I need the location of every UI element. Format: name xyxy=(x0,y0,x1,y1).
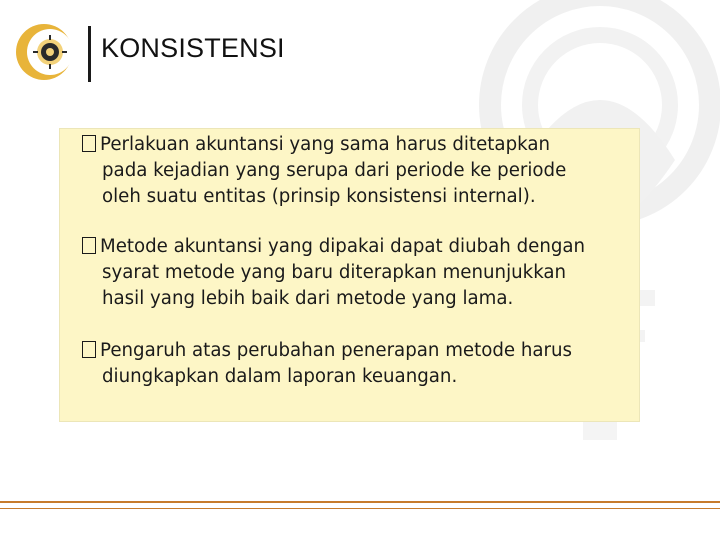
square-bullet-icon xyxy=(82,341,96,358)
bullet-line xyxy=(82,234,638,260)
square-bullet-icon xyxy=(82,135,96,152)
bullet-text: Metode akuntansi yang dipakai dapat diubah dengan xyxy=(100,236,586,257)
bullet-line: hasil yang lebih baik dari metode yang lama. xyxy=(102,288,514,309)
bullet-item xyxy=(82,132,638,210)
university-logo-icon xyxy=(14,22,74,82)
square-bullet-icon xyxy=(82,237,96,254)
footer-rule-thin xyxy=(0,508,720,509)
bullet-item xyxy=(82,234,638,312)
bullet-line xyxy=(82,132,638,158)
bullet-line: oleh suatu entitas (prinsip konsistensi internal). xyxy=(102,186,536,207)
bullet-line: syarat metode yang baru diterapkan menunjukkan xyxy=(102,262,567,283)
content-box xyxy=(59,128,640,422)
bullet-line: pada kejadian yang serupa dari periode ke periode xyxy=(102,160,567,181)
title-divider xyxy=(88,26,91,82)
bullet-text: Perlakuan akuntansi yang sama harus ditetapkan xyxy=(100,134,551,155)
bullet-text: Pengaruh atas perubahan penerapan metode harus xyxy=(100,340,573,361)
bullet-item xyxy=(82,338,638,390)
bullet-line: diungkapkan dalam laporan keuangan. xyxy=(102,366,458,387)
slide-title: KONSISTENSI xyxy=(101,33,285,63)
footer-rule xyxy=(0,501,720,503)
bullet-line xyxy=(82,338,638,364)
